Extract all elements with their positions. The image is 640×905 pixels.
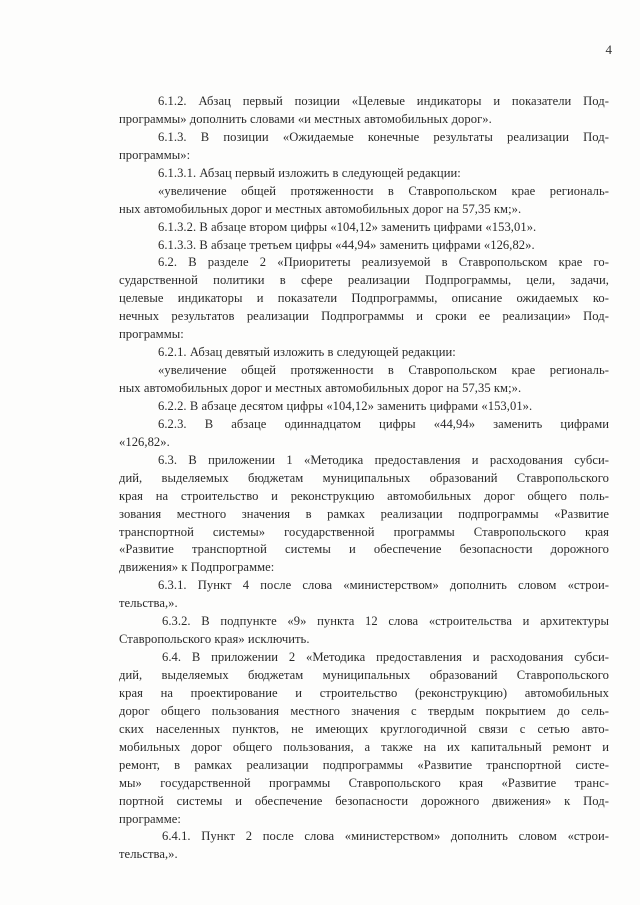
page-number: 4 [605, 42, 612, 57]
text-line: 6.4. В приложении 2 «Методика предоставления и расходования субси- [162, 650, 609, 665]
text-line: ных автомобильных дорог и местных автомобильных дорог на 57,35 км;». [119, 381, 522, 395]
text-line: Ставропольского края» исключить. [119, 632, 310, 647]
text-line: 6.1.3.2. В абзаце втором цифры «104,12» заменить цифрами «153,01». [158, 219, 537, 234]
text-line: портной системы и обеспечение безопасности дорожного движения» к Под- [119, 793, 609, 808]
text-line: целевые индикаторы и показатели Подпрограммы, описание ожидаемых ко- [119, 291, 609, 306]
text-line: дий, выделяемых бюджетам муниципальных образований Ставропольского [119, 668, 609, 682]
text-line: мобильных дорог общего пользования, а также на их капитальный ремонт и [119, 739, 609, 754]
text-line: программы: [119, 327, 184, 342]
text-line: ремонт, в рамках реализации подпрограммы «Развитие транспортной систе- [119, 757, 609, 772]
text-line: 6.2. В разделе 2 «Приоритеты реализуемой в Ставропольском крае го- [158, 255, 609, 270]
text-line: мы» государственной программы Ставропольского края «Развитие транс- [119, 775, 609, 790]
text-line: 6.3.1. Пункт 4 после слова «министерством» дополнить словом «строи- [158, 578, 609, 593]
text-line: транспортной системы» государственной программы Ставропольского края [119, 524, 609, 539]
text-line: зования местного значения в рамках реализации подпрограммы «Развитие [119, 506, 609, 521]
text-line: «126,82». [119, 434, 170, 449]
text-line: сударственной политики в сфере реализации Подпрограммы, цели, задачи, [119, 273, 609, 288]
text-line: 6.2.3. В абзаце одиннадцатом цифры «44,94» заменить цифрами [158, 416, 609, 431]
text-line: края на строительство и реконструкцию автомобильных дорог общего поль- [119, 488, 609, 503]
text-line: «увеличение общей протяженности в Ставропольском крае региональ- [158, 363, 609, 378]
text-line: программе: [119, 811, 181, 826]
text-line: программы»: [119, 147, 191, 162]
text-line: 6.3. В приложении 1 «Методика предоставления и расходования субси- [158, 452, 609, 467]
text-line: программы» дополнить словами «и местных автомобильных дорог». [119, 111, 492, 126]
text-line: «Развитие транспортной системы и обеспечение безопасности дорожного [119, 542, 609, 557]
text-line: 6.1.3.1. Абзац первый изложить в следующей редакции: [158, 165, 461, 180]
text-line: 6.1.3. В позиции «Ожидаемые конечные результаты реализации Под- [158, 129, 609, 144]
text-line: ных автомобильных дорог и местных автомобильных дорог на 57,35 км;». [119, 201, 522, 216]
text-line: «увеличение общей протяженности в Ставропольском крае региональ- [158, 183, 609, 198]
text-line: дий, выделяемых бюджетам муниципальных образований Ставропольского [119, 470, 609, 485]
document-body [119, 93, 609, 864]
text-line: 6.3.2. В подпункте «9» пункта 12 слова «строительства и архитектуры [162, 614, 609, 629]
text-line: края на проектирование и строительство (реконструкцию) автомобильных [119, 685, 609, 700]
text-line: 6.1.2. Абзац первый позиции «Целевые индикаторы и показатели Под- [158, 94, 609, 108]
text-line: ских населенных пунктов, не имеющих круглогодичной связи с сетью авто- [119, 721, 609, 736]
text-line: 6.4.1. Пункт 2 после слова «министерством» дополнить словом «строи- [162, 829, 609, 844]
text-line: дорог общего пользования местного значения с твердым покрытием до сель- [119, 703, 609, 718]
text-line: 6.2.1. Абзац девятый изложить в следующей редакции: [158, 345, 456, 360]
text-line: 6.2.2. В абзаце десятом цифры «104,12» заменить цифрами «153,01». [158, 398, 533, 413]
text-line: движения» к Подпрограмме: [119, 560, 275, 575]
text-line: нечных результатов реализации Подпрограммы и сроки ее реализации» Под- [119, 309, 609, 324]
text-line: тельства,». [119, 847, 178, 862]
text-line: 6.1.3.3. В абзаце третьем цифры «44,94» заменить цифрами «126,82». [158, 237, 535, 252]
text-line: тельства,». [119, 596, 178, 611]
